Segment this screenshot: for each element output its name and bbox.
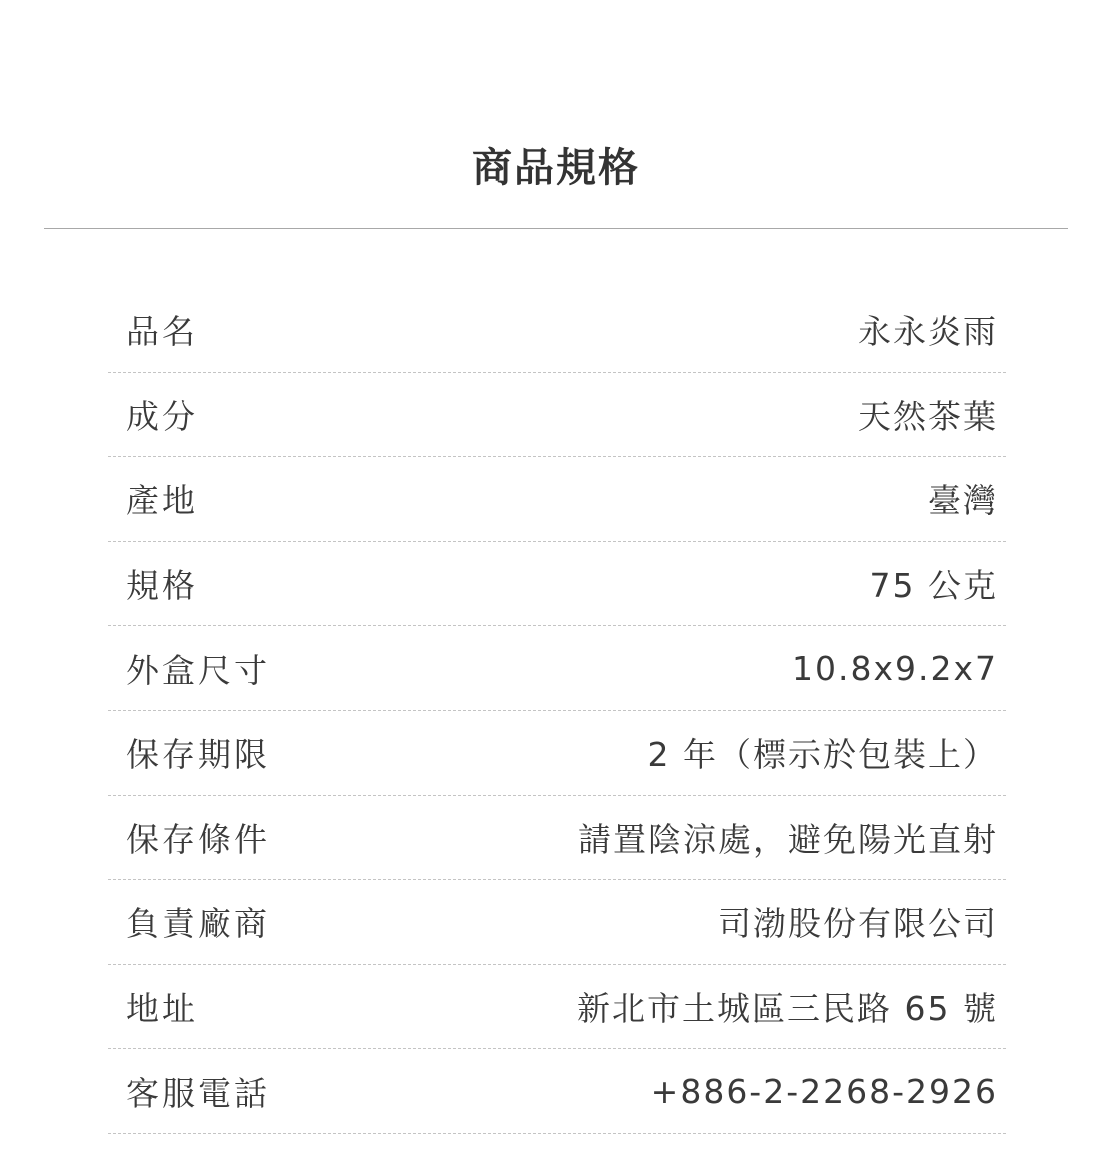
spec-row-storage xyxy=(108,796,1006,881)
spec-value: 永永炎雨 xyxy=(858,312,998,352)
spec-label: 客服電話 xyxy=(126,1073,270,1113)
spec-value: 10.8x9.2x7 xyxy=(791,648,998,688)
page-title: 商品規格 xyxy=(472,145,640,191)
spec-value: +886-2-2268-2926 xyxy=(650,1071,998,1111)
spec-label: 保存期限 xyxy=(126,735,270,775)
spec-row-shelf-life xyxy=(108,711,1006,796)
spec-label: 負責廠商 xyxy=(126,904,270,944)
spec-label: 規格 xyxy=(126,566,198,606)
spec-row-origin xyxy=(108,457,1006,542)
spec-row-manufacturer xyxy=(108,880,1006,965)
spec-value: 75 公克 xyxy=(869,566,998,606)
spec-label: 保存條件 xyxy=(126,819,270,859)
spec-row-address xyxy=(108,965,1006,1050)
spec-table xyxy=(108,288,1006,1134)
spec-value: 天然茶葉 xyxy=(858,396,998,436)
spec-value: 司渤股份有限公司 xyxy=(718,904,998,944)
spec-value: 臺灣 xyxy=(928,481,998,521)
spec-label: 產地 xyxy=(126,481,198,521)
spec-label: 外盒尺寸 xyxy=(126,650,270,690)
spec-value: 請置陰涼處，避免陽光直射 xyxy=(578,819,998,859)
spec-label: 成分 xyxy=(126,396,198,436)
spec-value: 新北市土城區三民路 65 號 xyxy=(577,989,998,1029)
spec-label: 地址 xyxy=(126,989,198,1029)
spec-row-ingredients xyxy=(108,373,1006,458)
spec-value: 2 年（標示於包裝上） xyxy=(647,735,998,775)
spec-label: 品名 xyxy=(126,312,198,352)
title-divider xyxy=(44,228,1068,229)
spec-row-box-size xyxy=(108,626,1006,711)
spec-row-name xyxy=(108,288,1006,373)
spec-row-phone xyxy=(108,1049,1006,1134)
spec-row-weight xyxy=(108,542,1006,627)
